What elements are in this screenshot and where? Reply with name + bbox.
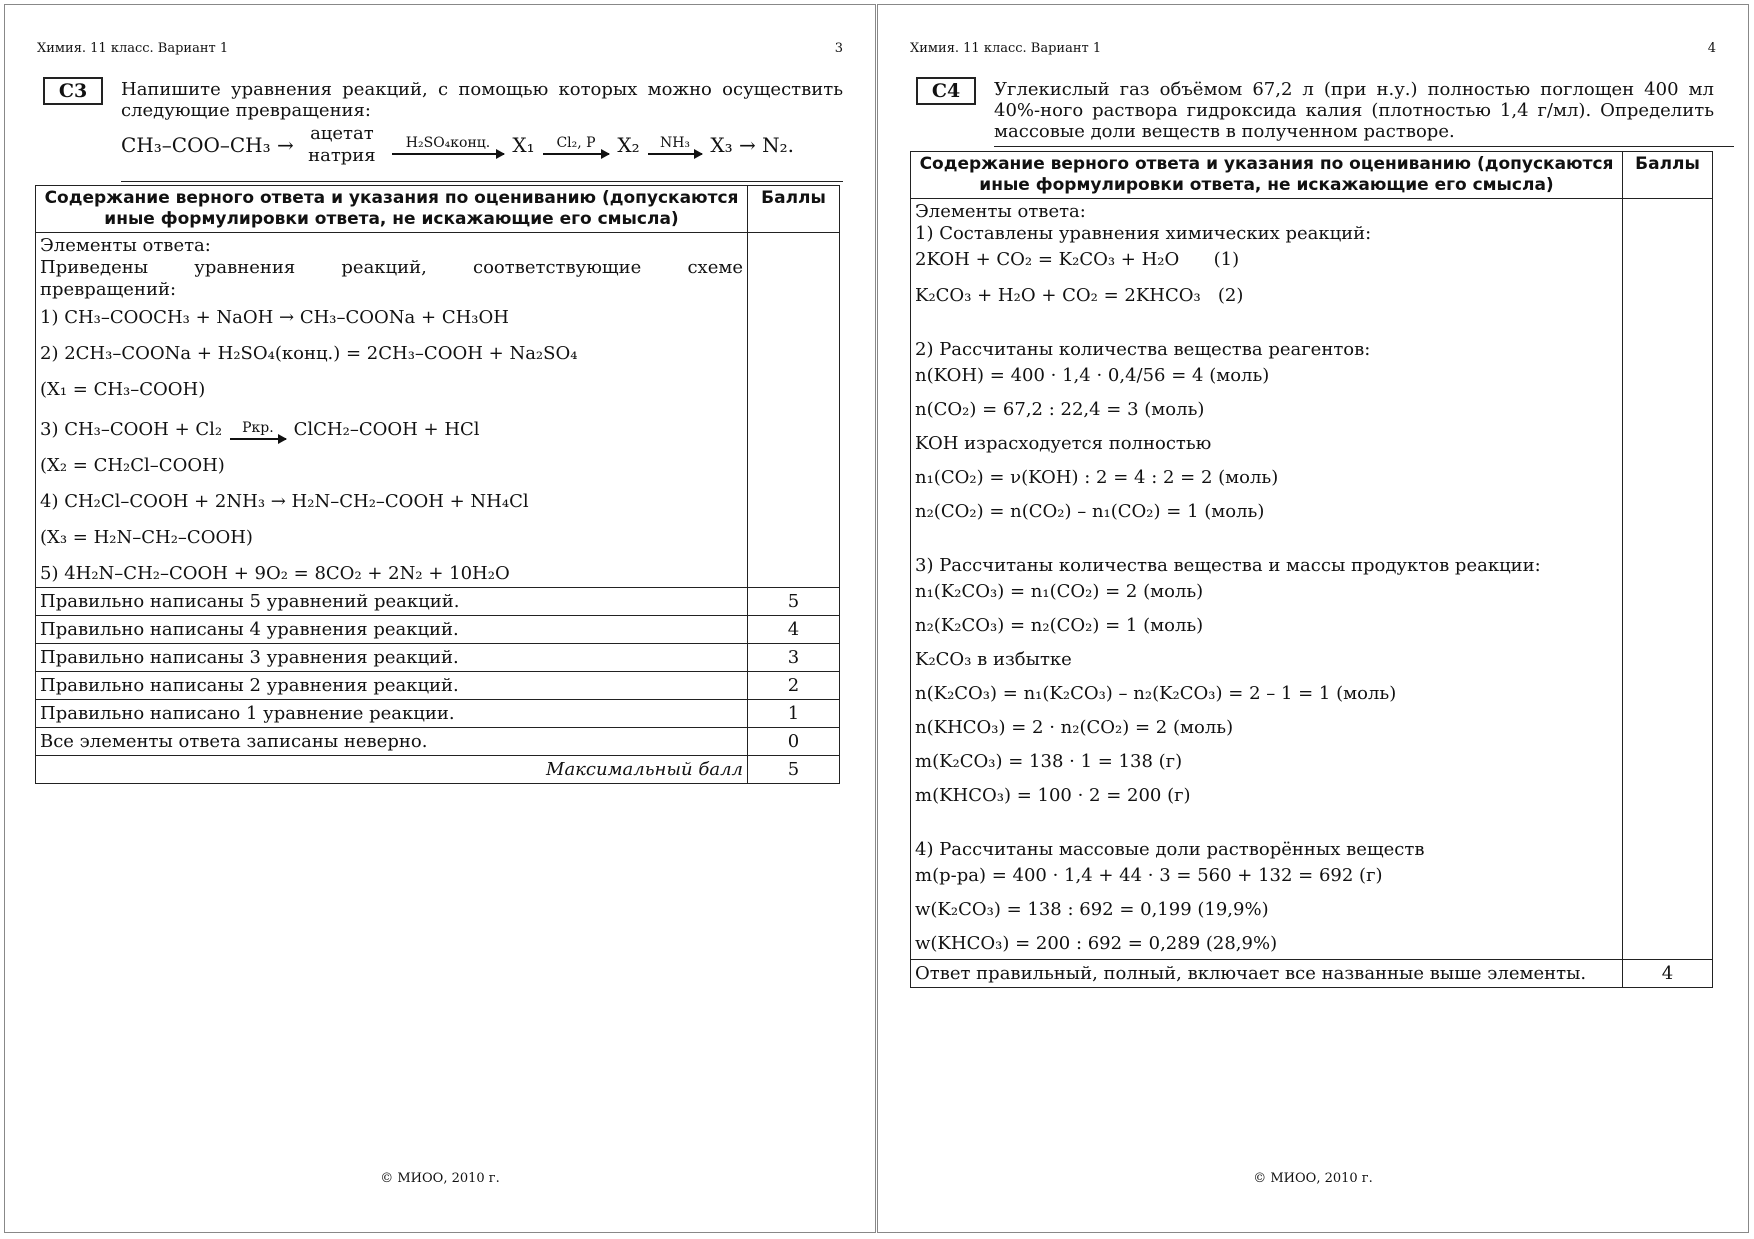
task-label-c4: С4 [916, 77, 976, 105]
max-score-row [36, 756, 840, 784]
scheme-x2: X₂ [617, 133, 640, 157]
page-footer: © МИОО, 2010 г. [1253, 1171, 1373, 1186]
criteria-row: Правильно написано 1 уравнение реакции. 1 [36, 700, 840, 728]
divider [121, 181, 843, 182]
criteria-row: Правильно написаны 3 уравнения реакций. 3 [36, 644, 840, 672]
table-header-content: Содержание верного ответа и указания по оцениванию (допускаются иные формулировки ответа, не искажающие его смысла) [36, 186, 748, 233]
criteria-row: Ответ правильный, полный, включает все названные выше элементы. 4 [911, 960, 1713, 988]
page-footer: © МИОО, 2010 г. [380, 1171, 500, 1186]
left-page [4, 4, 876, 1233]
scheme-arrow-1: H₂SO₄конц. [392, 135, 504, 155]
max-score-value: 5 [748, 756, 840, 784]
scheme-x1: X₁ [512, 133, 535, 157]
reaction-arrow: Ркр. [230, 420, 286, 440]
page-header-title: Химия. 11 класс. Вариант 1 [37, 41, 229, 56]
task-text-c3: Напишите уравнения реакций, с помощью которых можно осуществить следующие превращения: [121, 79, 843, 121]
answer-elements: Элементы ответа: Приведены уравнения реакций, соответствующие схеме превращений: 1) CH₃–COOCH₃ + NaOH → CH₃–COONa + CH₃OH 2) 2CH₃–COONa + H₂SO₄(конц.) = 2CH₃–COOH + Na₂SO₄ (X₁ = CH₃–COOH) 3) CH₃–COOH + Cl₂ Ркр. ClCH₂–COOH + HCl (X₂ = CH₂Cl–COOH) 4) CH₂Cl–COOH + 2NH₃ → H₂N–CH₂–COOH + NH₄Cl (X₃ = H₂N–CH₂–COOH) 5) 4H₂N–CH₂–COOH + 9O₂ = 8CO₂ + 2N₂ + 10H₂O [36, 233, 748, 588]
scheme-reagent: ацетат натрия [308, 123, 376, 166]
scheme-x3: X₃ → N₂. [710, 133, 794, 157]
page-header-title: Химия. 11 класс. Вариант 1 [910, 41, 1102, 56]
answer-table-c3 [35, 185, 840, 784]
scheme-arrow-2: Cl₂, P [543, 135, 609, 155]
answer-elements: Элементы ответа: 1) Составлены уравнения химических реакций: 2KOH + CO₂ = K₂CO₃ + H₂O (1) K₂CO₃ + H₂O + CO₂ = 2KHCO₃ (2) 2) Рассчитаны количества вещества реагентов: n(KOH) = 400 · 1,4 · 0,4/56 = 4 (моль) n(CO₂) = 67,2 : 22,4 = 3 (моль) KOH израсходуется полностью n₁(CO₂) = ν(KOH) : 2 = 4 : 2 = 2 (моль) n₂(CO₂) = n(CO₂) – n₁(CO₂) = 1 (моль) 3) Рассчитаны количества вещества и массы продуктов реакции: n₁(K₂CO₃) = n₁(CO₂) = 2 (моль) n₂(K₂CO₃) = n₂(CO₂) = 1 (моль) K₂CO₃ в избытке n(K₂CO₃) = n₁(K₂CO₃) – n₂(K₂CO₃) = 2 – 1 = 1 (моль) n(KHCO₃) = 2 · n₂(CO₂) = 2 (моль) m(K₂CO₃) = 138 · 1 = 138 (г) m(KHCO₃) = 100 · 2 = 200 (г) 4) Рассчитаны массовые доли растворённых веществ m(р-ра) = 400 · 1,4 + 44 · 3 = 560 + 132 = 692 (г) w(K₂CO₃) = 138 : 692 = 0,199 (19,9%) w(KHCO₃) = 200 : 692 = 0,289 (28,9%) [911, 199, 1623, 960]
table-header-content: Содержание верного ответа и указания по оцениванию (допускаются иные формулировки ответа, не искажающие его смысла) [911, 152, 1623, 199]
task-text-c4: Углекислый газ объёмом 67,2 л (при н.у.) полностью поглощен 400 мл 40%-ного раствора гидроксида калия (плотностью 1,4 г/мл). Определить массовые доли веществ в полученном растворе. [994, 79, 1714, 142]
table-header-points: Баллы [1623, 152, 1713, 199]
divider [994, 146, 1734, 147]
criteria-row: Правильно написаны 5 уравнений реакций. 5 [36, 588, 840, 616]
criteria-row: Правильно написаны 2 уравнения реакций. 2 [36, 672, 840, 700]
answer-table-c4 [910, 151, 1713, 988]
page-number: 3 [834, 41, 843, 56]
right-page [877, 4, 1749, 1233]
transformation-scheme [121, 123, 794, 167]
scheme-arrow-3: NH₃ [648, 135, 702, 155]
page-number: 4 [1707, 41, 1716, 56]
scheme-start: CH₃–COO–CH₃ → [121, 133, 294, 157]
criteria-row: Все элементы ответа записаны неверно. 0 [36, 728, 840, 756]
criteria-row: Правильно написаны 4 уравнения реакций. 4 [36, 616, 840, 644]
max-score-label: Максимальный балл [36, 756, 748, 784]
task-label-c3: С3 [43, 77, 103, 105]
table-header-points: Баллы [748, 186, 840, 233]
